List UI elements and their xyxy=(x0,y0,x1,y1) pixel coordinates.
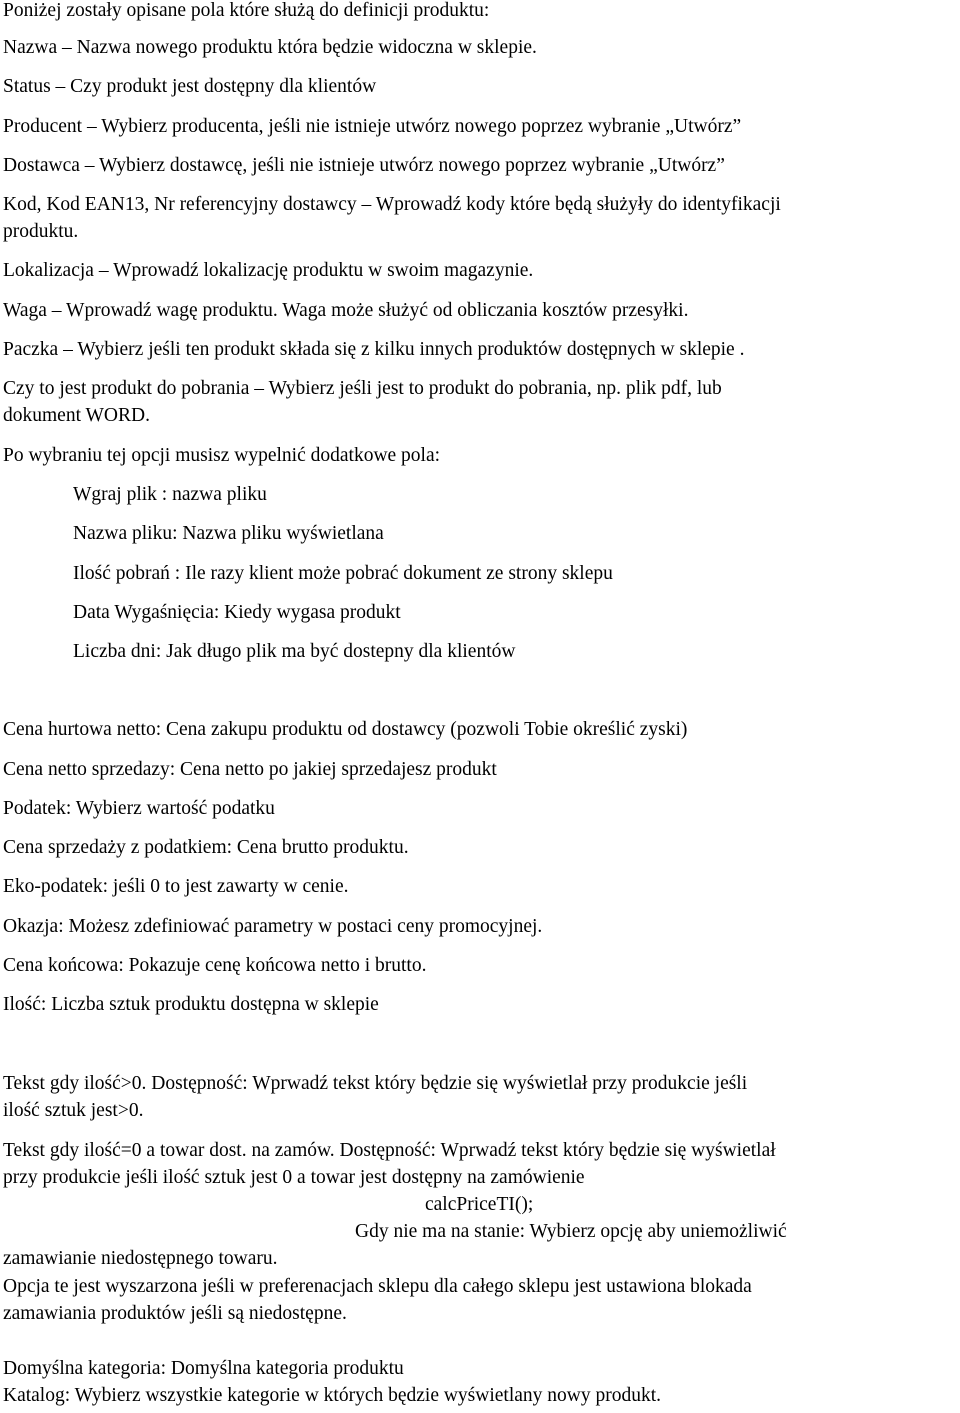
availability-text-gt0-line2: ilość sztuk jest>0. xyxy=(3,1100,144,1121)
availability-text-eq0-line1: Tekst gdy ilość=0 a towar dost. na zamów. Dostępność: Wprwadź tekst który będzie się wyświetlał xyxy=(3,1140,776,1161)
out-of-stock-line2: zamawianie niedostępnego towaru. xyxy=(3,1248,278,1269)
price-field-z-podatkiem: Cena sprzedaży z podatkiem: Cena brutto produktu. xyxy=(3,837,409,858)
price-field-eko-podatek: Eko-podatek: jeśli 0 to jest zawarty w cenie. xyxy=(3,876,349,897)
price-field-ilosc: Ilość: Liczba sztuk produktu dostępna w sklepie xyxy=(3,994,379,1015)
field-desc-lokalizacja: Lokalizacja – Wprowadź lokalizację produktu w swoim magazynie. xyxy=(3,260,534,281)
field-desc-producent: Producent – Wybierz producenta, jeśli nie istnieje utwórz nowego poprzez wybranie „Utwórz” xyxy=(3,116,742,137)
intro-text: Poniżej zostały opisane pola które służą do definicji produktu: xyxy=(3,0,490,21)
default-category-text: Domyślna kategoria: Domyślna kategoria produktu xyxy=(3,1358,404,1379)
field-desc-nazwa: Nazwa – Nazwa nowego produktu która będzie widoczna w sklepie. xyxy=(3,37,537,58)
download-field-data-wygasniecia: Data Wygaśnięcia: Kiedy wygasa produkt xyxy=(73,602,401,623)
price-field-podatek: Podatek: Wybierz wartość podatku xyxy=(3,798,275,819)
field-desc-waga: Waga – Wprowadź wagę produktu. Waga może służyć od obliczania kosztów przesyłki. xyxy=(3,300,689,321)
field-desc-dostawca: Dostawca – Wybierz dostawcę, jeśli nie istnieje utwórz nowego poprzez wybranie „Utwórz” xyxy=(3,155,725,176)
download-field-nazwa-pliku: Nazwa pliku: Nazwa pliku wyświetlana xyxy=(73,523,384,544)
field-desc-status: Status – Czy produkt jest dostępny dla klientów xyxy=(3,76,377,97)
field-desc-kod-line2: produktu. xyxy=(3,221,79,242)
price-field-hurtowa: Cena hurtowa netto: Cena zakupu produktu od dostawcy (pozwoli Tobie określić zyski) xyxy=(3,719,688,740)
option-note-line1: Opcja te jest wyszarzona jeśli w preferenacjach sklepu dla całego sklepu jest ustawiona blokada xyxy=(3,1276,752,1297)
price-field-cena-koncowa: Cena końcowa: Pokazuje cenę końcowa netto i brutto. xyxy=(3,955,427,976)
field-desc-pobranie-line2: dokument WORD. xyxy=(3,405,150,426)
out-of-stock-line1: Gdy nie ma na stanie: Wybierz opcję aby uniemożliwić xyxy=(355,1221,787,1242)
download-field-ilosc-pobran: Ilość pobrań : Ile razy klient może pobrać dokument ze strony sklepu xyxy=(73,563,613,584)
calc-function-text: calcPriceTI(); xyxy=(425,1194,534,1215)
download-intro-text: Po wybraniu tej opcji musisz wypelnić dodatkowe pola: xyxy=(3,445,441,466)
field-desc-pobranie-line1: Czy to jest produkt do pobrania – Wybierz jeśli jest to produkt do pobrania, np. plik pdf, lub xyxy=(3,378,722,399)
option-note-line2: zamawiania produktów jeśli są niedostępne. xyxy=(3,1303,347,1324)
price-field-netto: Cena netto sprzedazy: Cena netto po jakiej sprzedajesz produkt xyxy=(3,759,497,780)
download-field-wgraj: Wgraj plik : nazwa pliku xyxy=(73,484,267,505)
download-field-liczba-dni: Liczba dni: Jak długo plik ma być dostepny dla klientów xyxy=(73,641,516,662)
field-desc-kod-line1: Kod, Kod EAN13, Nr referencyjny dostawcy – Wprowadź kody które będą służyły do identyfikacji xyxy=(3,194,781,215)
catalog-text: Katalog: Wybierz wszystkie kategorie w których będzie wyświetlany nowy produkt. xyxy=(3,1385,662,1406)
price-field-okazja: Okazja: Możesz zdefiniować parametry w postaci ceny promocyjnej. xyxy=(3,916,543,937)
field-desc-paczka: Paczka – Wybierz jeśli ten produkt składa się z kilku innych produktów dostępnych w sklepie . xyxy=(3,339,745,360)
availability-text-eq0-line2: przy produkcie jeśli ilość sztuk jest 0 a towar jest dostępny na zamówienie xyxy=(3,1167,585,1188)
availability-text-gt0-line1: Tekst gdy ilość>0. Dostępność: Wprwadź tekst który będzie się wyświetlał przy produkcie jeśli xyxy=(3,1073,748,1094)
